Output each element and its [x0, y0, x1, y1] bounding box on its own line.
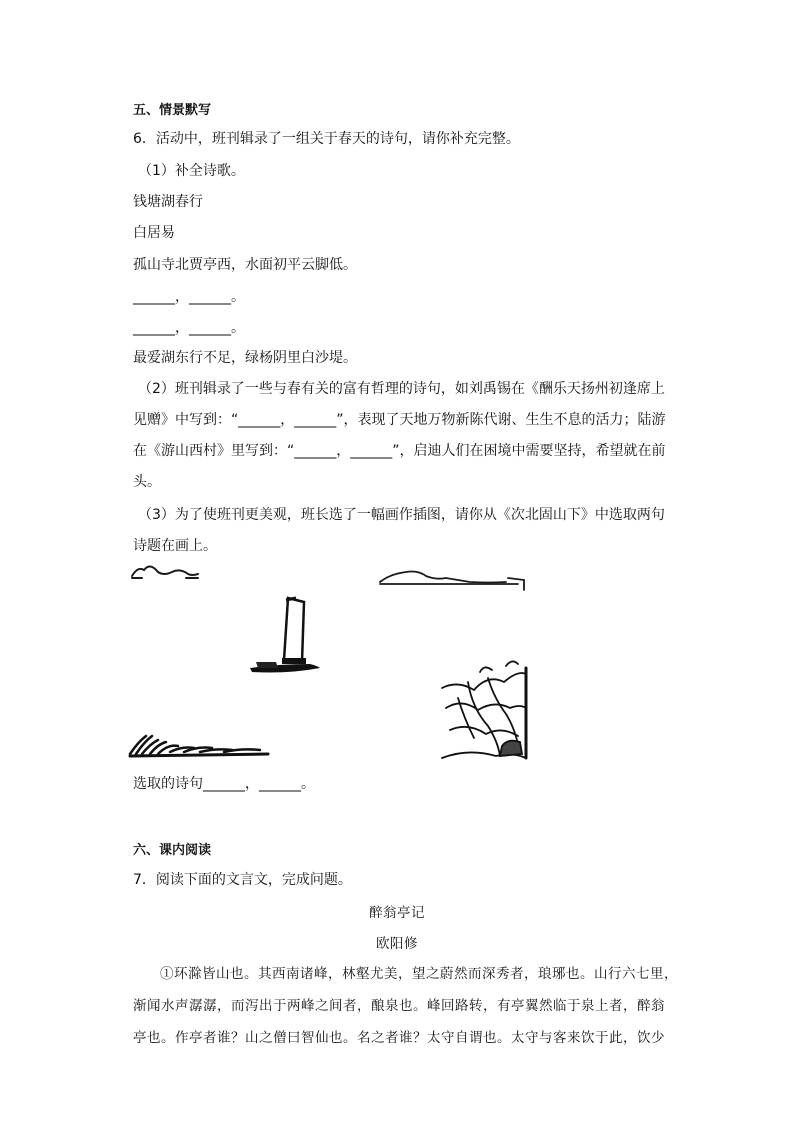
foreground-grass: [130, 736, 268, 756]
poem-author: 白居易: [133, 225, 175, 241]
question-6-part-2-line-3[interactable]: 在《游山西村》里写到：“______，______”，启迪人们在困境中需要坚持，希望就在前: [133, 443, 666, 459]
selected-verse-answer-line[interactable]: 选取的诗句______，______。: [133, 776, 315, 792]
classical-text-author: 欧阳修: [376, 936, 418, 952]
classical-paragraph-line-3: 亭也。作亭者谁？山之僧曰智仙也。名之者谁？太守自谓也。太守与客来饮于此，饮少: [133, 1030, 665, 1046]
question-6-part-2-line-1: （2）班刊辑录了一些与春有关的富有哲理的诗句，如刘禹锡在《酬乐天扬州初逢席上: [138, 381, 665, 397]
poem-line-1: 孤山寺北贾亭西，水面初平云脚低。: [133, 257, 357, 273]
tree-and-rock: [442, 661, 526, 758]
section-heading-6: 六、课内阅读: [133, 843, 212, 858]
poem-line-4: 最爱湖东行不足，绿杨阴里白沙堤。: [133, 350, 357, 366]
question-6-part-3-line-2: 诗题在画上。: [133, 538, 217, 554]
question-6-part-3-line-1: （3）为了使班刊更美观，班长选了一幅画作插图，请你从《次北固山下》中选取两句: [138, 507, 665, 523]
question-6-part-2-line-4: 头。: [133, 474, 161, 490]
question-6-stem: 6．活动中，班刊辑录了一组关于春天的诗句，请你补充完整。: [133, 131, 520, 147]
question-6-part-2-line-2[interactable]: 见赠》中写到：“______，______”，表现了天地万物新陈代谢、生生不息的活力；陆游: [133, 412, 666, 428]
classical-paragraph-line-1: ①环滁皆山也。其西南诸峰，林壑尤美，望之蔚然而深秀者，琅琊也。山行六七里，: [160, 966, 678, 982]
question-6-part-1: （1）补全诗歌。: [138, 163, 245, 179]
poem-title: 钱塘湖春行: [133, 194, 203, 210]
question-7-stem: 7．阅读下面的文言文，完成问题。: [133, 872, 352, 888]
ink-painting-illustration: [128, 558, 538, 768]
distant-mountain-left: [132, 566, 198, 578]
classical-text-title: 醉翁亭记: [369, 905, 425, 921]
poem-blank-line-3[interactable]: ______，______。: [133, 320, 245, 336]
poem-blank-line-2[interactable]: ______，______。: [133, 289, 245, 305]
sailboat: [250, 598, 320, 673]
classical-paragraph-line-2: 渐闻水声潺潺，而泻出于两峰之间者，酿泉也。峰回路转，有亭翼然临于泉上者，醉翁: [133, 998, 665, 1014]
section-heading-5: 五、情景默写: [133, 103, 212, 118]
distant-mountain-right: [380, 572, 524, 591]
